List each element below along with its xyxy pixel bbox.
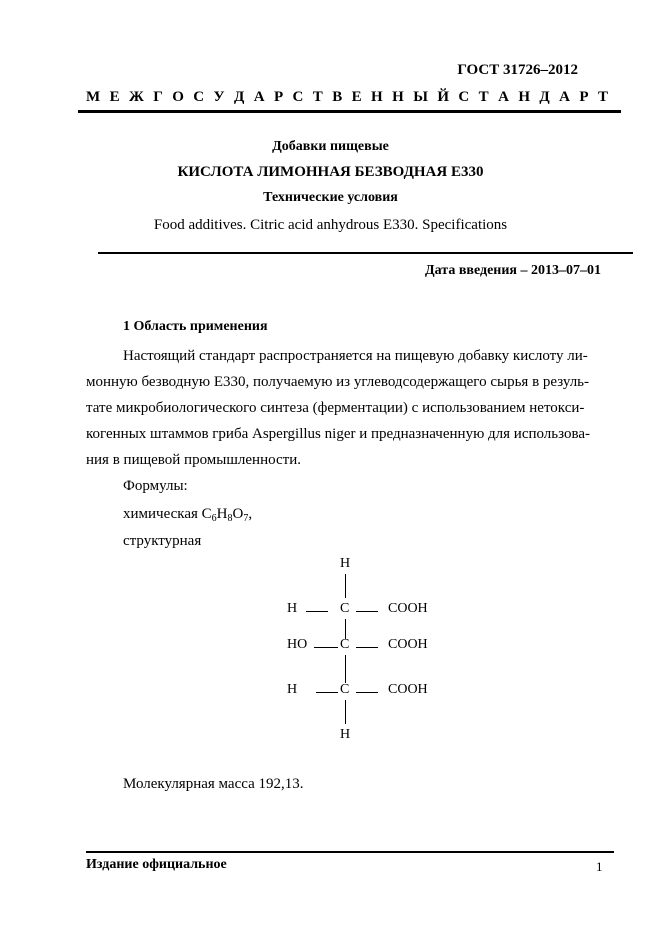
formulas-label: Формулы: bbox=[123, 478, 188, 494]
interstate-letter: С bbox=[292, 89, 304, 105]
interstate-letter: У bbox=[213, 89, 225, 105]
interstate-letter: Р bbox=[273, 89, 284, 105]
chemical-label: химическая bbox=[123, 506, 202, 522]
interstate-letter: Ж bbox=[129, 89, 144, 105]
formula-o: O bbox=[232, 506, 244, 522]
formula-o-count: 7 bbox=[243, 513, 249, 524]
interstate-letter: Д bbox=[233, 89, 245, 105]
interstate-letter: В bbox=[332, 89, 343, 105]
interstate-letter: О bbox=[172, 89, 184, 105]
atom-bottom-h: H bbox=[340, 727, 351, 742]
atom-row3-center: C bbox=[340, 682, 350, 697]
interstate-letter: Н bbox=[392, 89, 404, 105]
atom-row1-left: H bbox=[287, 601, 298, 616]
header-rule bbox=[78, 110, 621, 113]
bond-horizontal bbox=[356, 692, 378, 693]
interstate-letter: Д bbox=[539, 89, 550, 105]
paragraph-line: когенных штаммов гриба Aspergillus niger и предназначенную для использова- bbox=[86, 426, 591, 442]
bond-horizontal bbox=[356, 647, 378, 648]
interstate-letter: М bbox=[86, 89, 101, 105]
interstate-letter: С bbox=[458, 89, 470, 105]
scope-paragraph bbox=[86, 343, 613, 473]
footer-rule bbox=[86, 851, 614, 853]
interstate-letter: Е bbox=[351, 89, 362, 105]
interstate-letter: С bbox=[193, 89, 205, 105]
structural-label: структурная bbox=[123, 533, 202, 549]
interstate-letter: А bbox=[253, 89, 265, 105]
title-category: Добавки пищевые bbox=[272, 139, 389, 154]
chemical-formula bbox=[123, 506, 252, 523]
formula-h: H bbox=[216, 506, 228, 522]
atom-row1-center: C bbox=[340, 601, 350, 616]
interstate-letter: Н bbox=[518, 89, 530, 105]
bond-vertical bbox=[345, 574, 346, 598]
structural-formula bbox=[280, 552, 480, 747]
formula-c-count: 6 bbox=[211, 513, 217, 524]
interstate-letter: А bbox=[559, 89, 570, 105]
interstate-letter: Р bbox=[579, 89, 589, 105]
bond-horizontal bbox=[356, 611, 378, 612]
standard-number: ГОСТ 31726–2012 bbox=[457, 62, 578, 78]
interstate-letter: Й bbox=[437, 89, 449, 105]
title-rule bbox=[98, 252, 633, 254]
atom-row2-left: HO bbox=[287, 637, 308, 652]
bond-horizontal bbox=[306, 611, 328, 612]
bond-vertical bbox=[345, 655, 346, 683]
atom-row2-right: COOH bbox=[388, 637, 428, 652]
molar-mass: Молекулярная масса 192,13. bbox=[123, 776, 304, 792]
page-number: 1 bbox=[596, 859, 603, 874]
bond-vertical bbox=[345, 619, 346, 639]
interstate-letter: Н bbox=[371, 89, 383, 105]
atom-row3-right: COOH bbox=[388, 682, 428, 697]
interstate-letter: А bbox=[498, 89, 509, 105]
atom-row1-right: COOH bbox=[388, 601, 428, 616]
atom-row3-left: H bbox=[287, 682, 298, 697]
formula-h-count: 8 bbox=[227, 513, 233, 524]
title-sub: Технические условия bbox=[263, 190, 398, 205]
interstate-letter: Г bbox=[153, 89, 163, 105]
interstate-standard-banner bbox=[86, 89, 608, 106]
interstate-letter: Т bbox=[597, 89, 608, 105]
introduction-date: Дата введения – 2013–07–01 bbox=[425, 263, 601, 278]
edition-label: Издание официальное bbox=[86, 857, 227, 872]
formula-c: C bbox=[201, 506, 212, 522]
interstate-letter: Т bbox=[478, 89, 489, 105]
paragraph-line: Настоящий стандарт распространяется на пищевую добавку кислоту ли- bbox=[123, 348, 588, 364]
interstate-letter: Ы bbox=[413, 89, 428, 105]
atom-top-h: H bbox=[340, 556, 351, 571]
bond-horizontal bbox=[314, 647, 338, 648]
paragraph-line: ния в пищевой промышленности. bbox=[86, 452, 301, 468]
title-main: КИСЛОТА ЛИМОННАЯ БЕЗВОДНАЯ Е330 bbox=[177, 164, 484, 180]
paragraph-line: тате микробиологического синтеза (ферментации) с использованием нетокси- bbox=[86, 400, 585, 416]
interstate-letter: Е bbox=[109, 89, 120, 105]
interstate-letter: Т bbox=[312, 89, 323, 105]
paragraph-line: монную безводную Е330, получаемую из углеводсодержащего сырья в резуль- bbox=[86, 374, 590, 390]
atom-row2-center: C bbox=[340, 637, 350, 652]
title-english: Food additives. Citric acid anhydrous E330. Specifications bbox=[153, 217, 508, 233]
bond-horizontal bbox=[316, 692, 338, 693]
section-heading: 1 Область применения bbox=[123, 319, 268, 334]
bond-vertical bbox=[345, 700, 346, 724]
formula-tail: , bbox=[248, 506, 253, 522]
